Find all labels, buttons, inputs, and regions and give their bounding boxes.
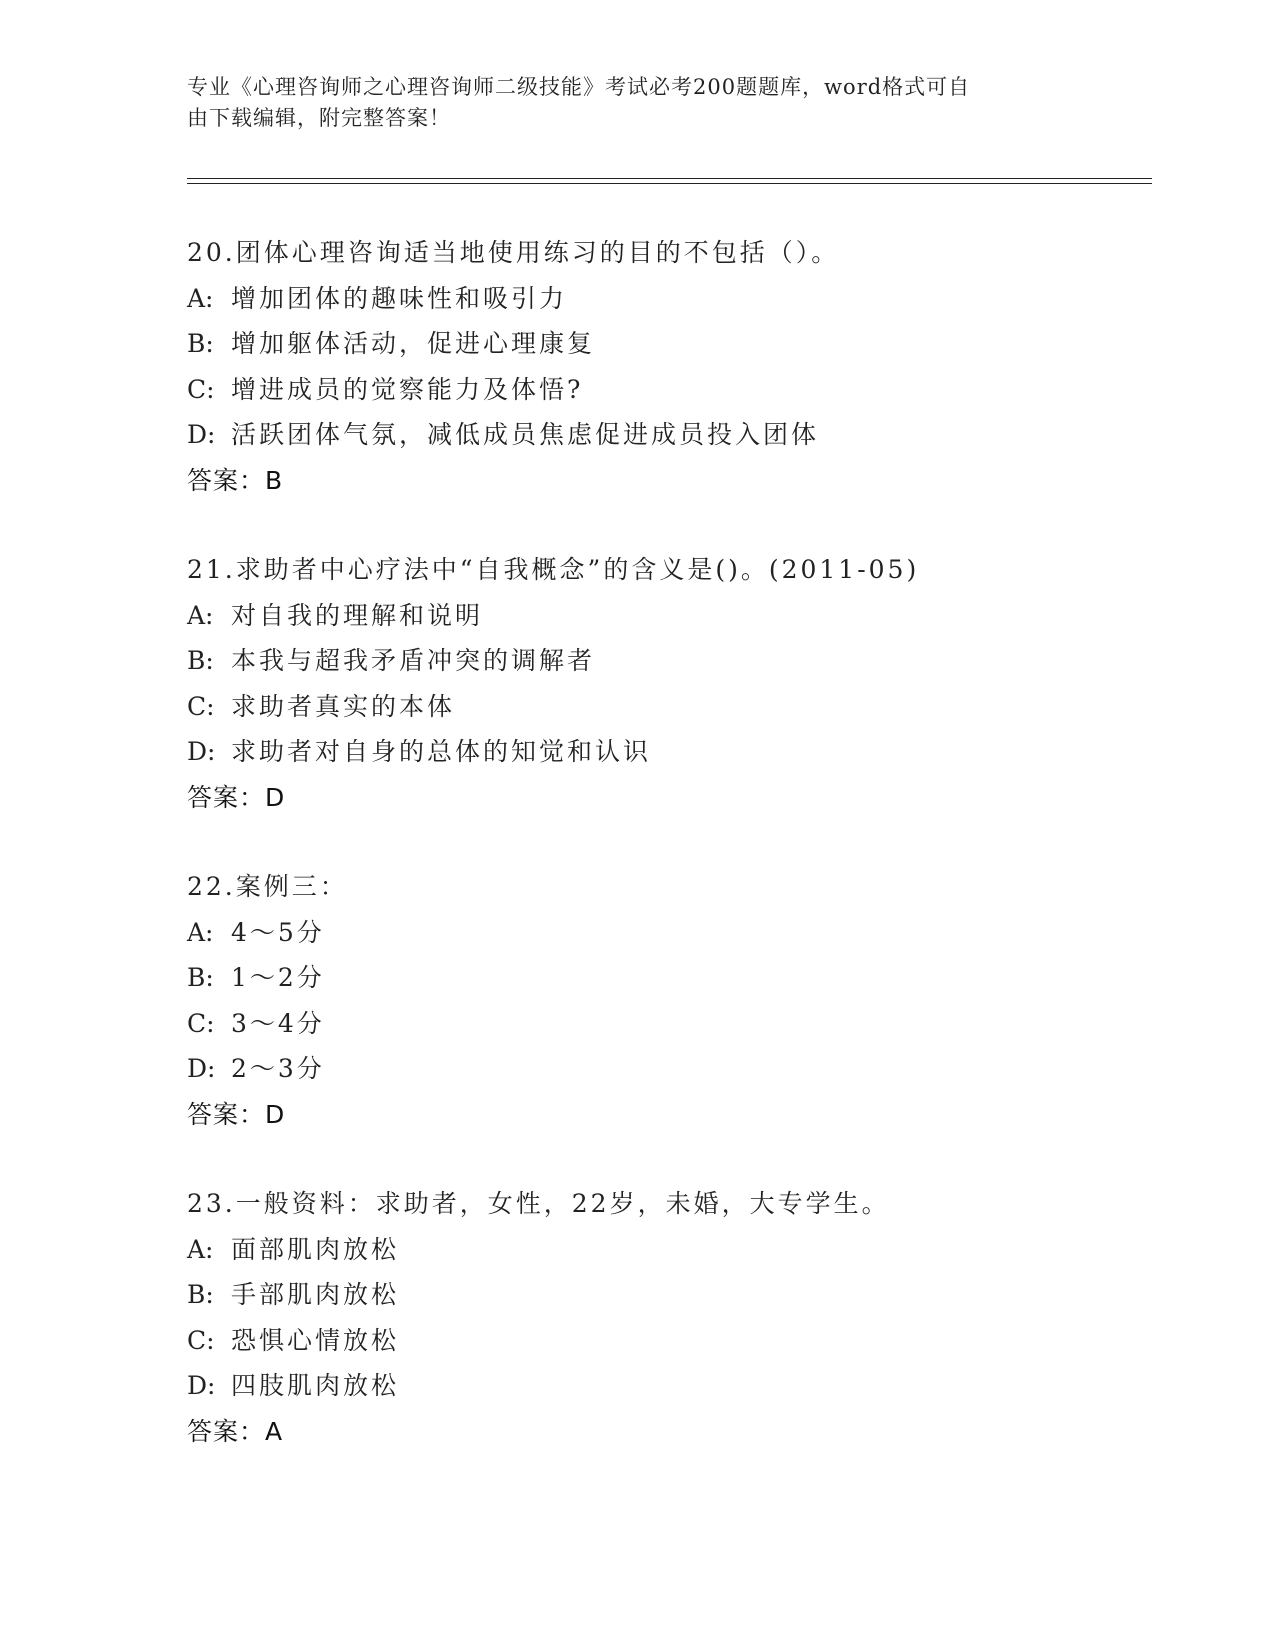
option-text: 对自我的理解和说明 [231, 600, 484, 630]
option-text: 四肢肌肉放松 [231, 1371, 400, 1400]
option-text: 3～4分 [231, 1008, 325, 1038]
option-letter: B: [187, 329, 214, 358]
option-a [187, 276, 1147, 322]
option-text: 本我与超我矛盾冲突的调解者 [231, 646, 596, 675]
option-c [187, 1318, 1147, 1364]
option-text: 2～3分 [231, 1054, 325, 1083]
question-item [187, 547, 1147, 820]
answer-line: 答案：A [187, 1416, 284, 1446]
option-text: 恐惧心情放松 [231, 1325, 400, 1355]
header-divider-top [187, 178, 1152, 179]
option-letter: A: [187, 283, 214, 313]
option-letter: B: [187, 1280, 214, 1309]
option-text: 面部肌肉放松 [231, 1234, 400, 1264]
answer-line: 答案：B [187, 465, 284, 495]
option-text: 增加躯体活动，促进心理康复 [231, 329, 596, 358]
option-letter: D: [187, 420, 216, 449]
option-a [187, 593, 1147, 639]
option-letter: D: [187, 1371, 216, 1400]
option-text: 1～2分 [231, 963, 325, 992]
option-d [187, 729, 1147, 775]
question-item [187, 230, 1147, 503]
option-c [187, 684, 1147, 730]
option-text: 求助者对自身的总体的知觉和认识 [231, 737, 652, 766]
option-a [187, 1227, 1147, 1273]
option-letter: B: [187, 963, 214, 992]
option-b [187, 321, 1147, 367]
option-text: 求助者真实的本体 [231, 691, 456, 721]
option-text: 增进成员的觉察能力及体悟? [231, 374, 584, 404]
question-stem: 23.一般资料：求助者，女性，22岁，未婚，大专学生。 [187, 1189, 890, 1218]
option-letter: C: [187, 374, 215, 404]
document-header [187, 72, 1067, 134]
option-b [187, 955, 1147, 1001]
option-letter: A: [187, 917, 214, 947]
option-text: 4～5分 [231, 917, 325, 947]
option-text: 增加团体的趣味性和吸引力 [231, 283, 568, 313]
option-letter: A: [187, 1234, 214, 1264]
option-letter: C: [187, 691, 215, 721]
question-item [187, 1181, 1147, 1454]
question-list [187, 230, 1147, 1498]
header-divider-bottom [187, 183, 1152, 184]
option-b [187, 638, 1147, 684]
option-letter: C: [187, 1325, 215, 1355]
question-stem: 21.求助者中心疗法中“自我概念”的含义是()。(2011-05) [187, 555, 920, 584]
option-c [187, 1001, 1147, 1047]
option-letter: D: [187, 1054, 216, 1083]
option-letter: B: [187, 646, 214, 675]
option-b [187, 1272, 1147, 1318]
header-line-2: 由下载编辑，附完整答案！ [187, 106, 451, 130]
option-d [187, 1046, 1147, 1092]
option-c [187, 367, 1147, 413]
header-line-1: 专业《心理咨询师之心理咨询师二级技能》考试必考200题题库，word格式可自 [187, 75, 971, 99]
option-text: 活跃团体气氛，减低成员焦虑促进成员投入团体 [231, 420, 820, 449]
option-text: 手部肌肉放松 [231, 1280, 400, 1309]
question-stem: 20.团体心理咨询适当地使用练习的目的不包括（）。 [187, 238, 840, 267]
option-letter: D: [187, 737, 216, 766]
answer-line: 答案：D [187, 1099, 286, 1129]
option-d [187, 412, 1147, 458]
option-d [187, 1363, 1147, 1409]
question-item [187, 864, 1147, 1137]
option-a [187, 910, 1147, 956]
question-stem: 22.案例三： [187, 872, 348, 901]
option-letter: C: [187, 1008, 215, 1038]
option-letter: A: [187, 600, 214, 630]
answer-line: 答案：D [187, 782, 286, 812]
